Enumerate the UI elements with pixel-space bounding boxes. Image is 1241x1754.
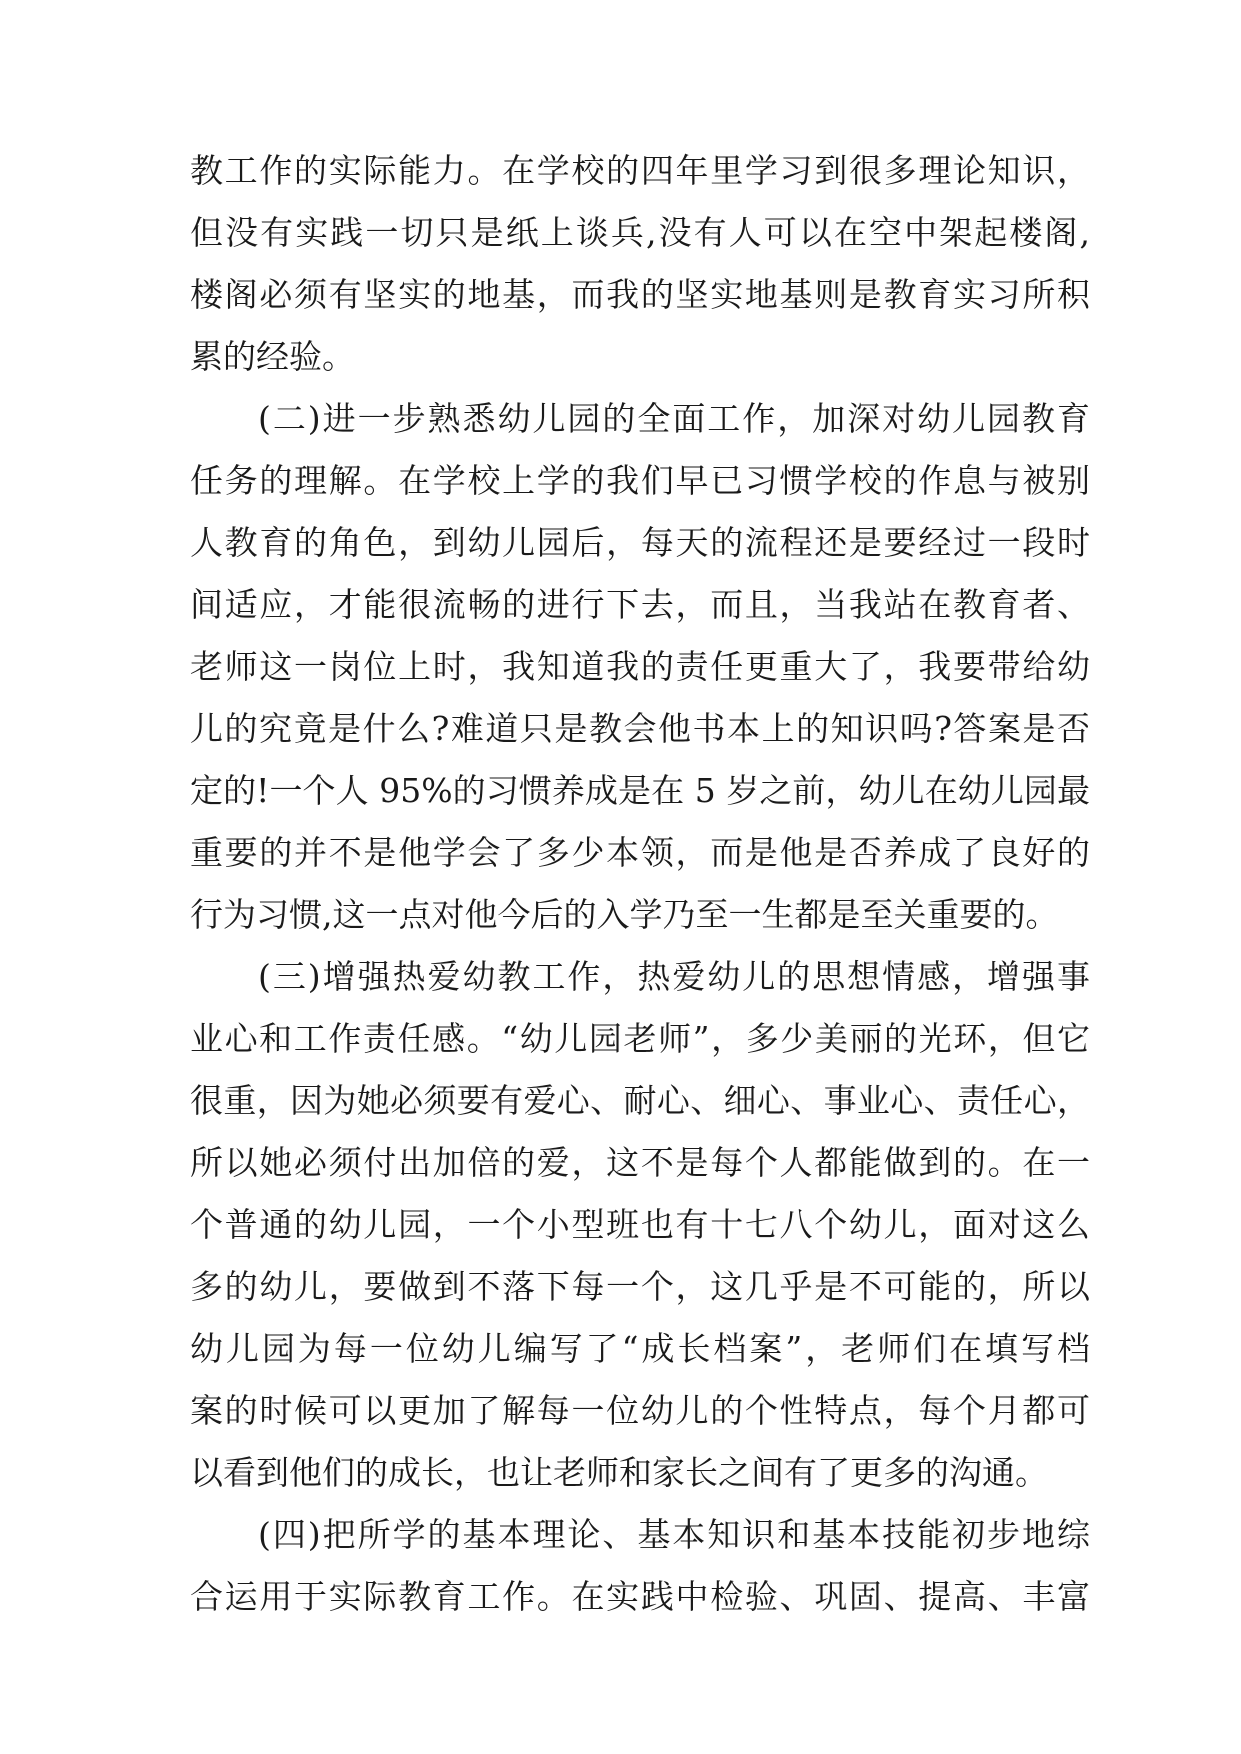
text-line: 间适应，才能很流畅的进行下去，而且，当我站在教育者、 — [190, 585, 1090, 624]
text-line: 业心和工作责任感。“幼儿园老师”，多少美丽的光环，但它 — [190, 1019, 1090, 1058]
section-heading-line: (三)增强热爱幼教工作，热爱幼儿的思想情感，增强事 — [258, 957, 1090, 996]
text-line: 教工作的实际能力。在学校的四年里学习到很多理论知识， — [190, 151, 1090, 190]
text-line: 任务的理解。在学校上学的我们早已习惯学校的作息与被别 — [190, 461, 1090, 500]
text-line: 合运用于实际教育工作。在实践中检验、巩固、提高、丰富 — [190, 1577, 1090, 1616]
text-line: 所以她必须付出加倍的爱，这不是每个人都能做到的。在一 — [190, 1143, 1090, 1182]
text-line: 很重，因为她必须要有爱心、耐心、细心、事业心、责任心， — [190, 1081, 1090, 1120]
text-line: 重要的并不是他学会了多少本领，而是他是否养成了良好的 — [190, 833, 1090, 872]
text-line: 但没有实践一切只是纸上谈兵,没有人可以在空中架起楼阁, — [190, 213, 1090, 252]
text-line: 以看到他们的成长，也让老师和家长之间有了更多的沟通。 — [190, 1453, 1048, 1492]
section-heading-line: (四)把所学的基本理论、基本知识和基本技能初步地综 — [258, 1515, 1090, 1554]
text-line: 多的幼儿，要做到不落下每一个，这几乎是不可能的，所以 — [190, 1267, 1090, 1306]
text-line: 老师这一岗位上时，我知道我的责任更重大了，我要带给幼 — [190, 647, 1090, 686]
text-line: 个普通的幼儿园，一个小型班也有十七八个幼儿，面对这么 — [190, 1205, 1090, 1244]
section-heading-line: (二)进一步熟悉幼儿园的全面工作，加深对幼儿园教育 — [258, 399, 1090, 438]
text-line: 楼阁必须有坚实的地基，而我的坚实地基则是教育实习所积 — [190, 275, 1090, 314]
text-line: 儿的究竟是什么?难道只是教会他书本上的知识吗?答案是否 — [190, 709, 1090, 748]
body-text — [190, 140, 1090, 1628]
text-line: 累的经验。 — [190, 337, 355, 376]
text-line: 行为习惯,这一点对他今后的入学乃至一生都是至关重要的。 — [190, 895, 1059, 934]
text-line: 案的时候可以更加了解每一位幼儿的个性特点，每个月都可 — [190, 1391, 1090, 1430]
text-line: 人教育的角色，到幼儿园后，每天的流程还是要经过一段时 — [190, 523, 1090, 562]
text-line: 幼儿园为每一位幼儿编写了“成长档案”，老师们在填写档 — [190, 1329, 1090, 1368]
text-line: 定的!一个人 95%的习惯养成是在 5 岁之前，幼儿在幼儿园最 — [190, 771, 1090, 810]
